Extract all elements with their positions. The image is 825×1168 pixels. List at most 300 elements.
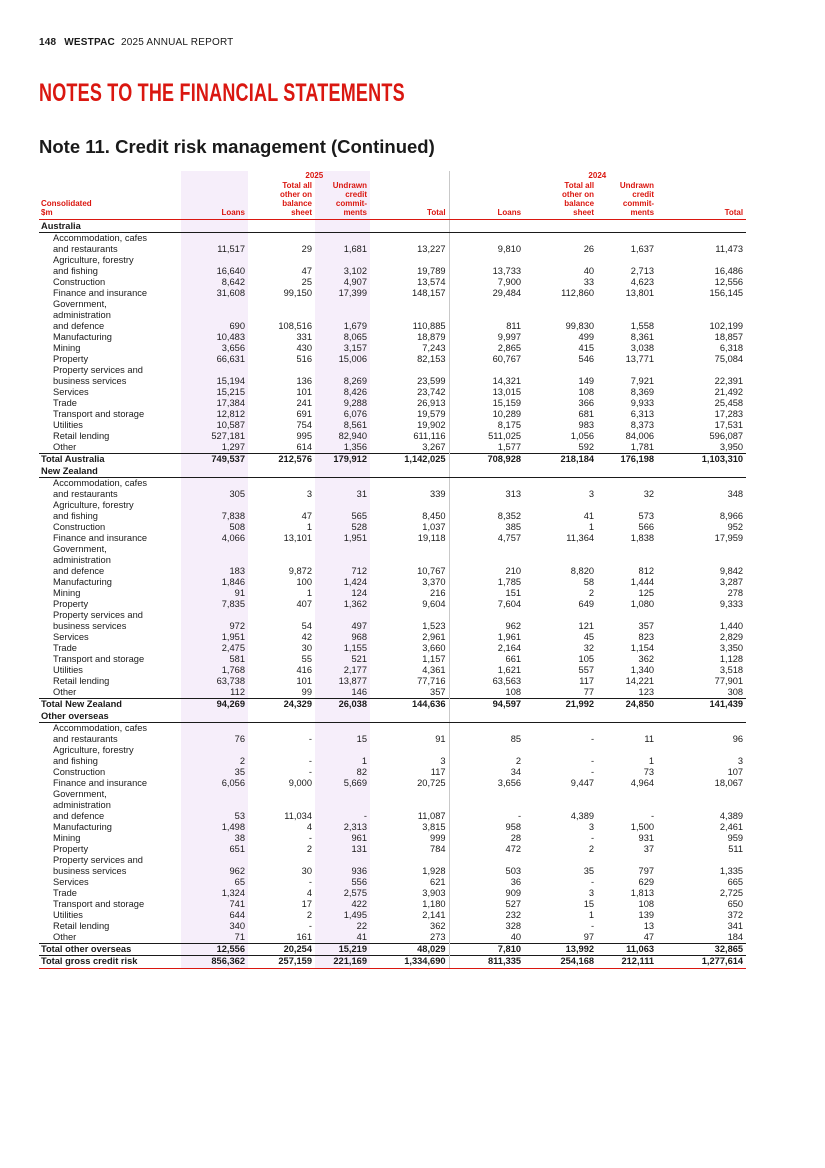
value-cell: 99 <box>301 687 312 697</box>
value-cell: 91 <box>234 588 245 598</box>
value-cell: 11,473 <box>715 244 744 254</box>
text-line: Retail lending <box>53 676 110 686</box>
value-cell: 1,037 <box>422 522 446 532</box>
value-cell: 47 <box>301 266 312 276</box>
text-line: business services <box>53 621 127 631</box>
value-cell: 14,321 <box>449 365 524 387</box>
value-cell: 3,656 <box>449 778 524 789</box>
value-cell: 58 <box>583 577 595 587</box>
value-cell: 3,267 <box>422 442 446 452</box>
value-cell: 76 <box>234 734 245 744</box>
value-cell: 1,142,025 <box>370 454 449 466</box>
value-cell: 32 <box>643 489 655 499</box>
section-spacer <box>657 710 746 723</box>
value-cell: 110,885 <box>412 321 446 331</box>
value-cell: 972 <box>229 621 245 631</box>
value-cell: 823 <box>638 632 655 642</box>
value-cell: 1,951 <box>343 533 367 543</box>
value-cell: 8,820 <box>570 566 595 576</box>
value-cell: 422 <box>351 899 367 909</box>
value-cell: 41 <box>583 511 595 521</box>
page-number: 148 <box>39 37 57 48</box>
value-cell: 31,608 <box>216 288 245 298</box>
value-cell: 952 <box>727 522 744 532</box>
value-cell: 596,087 <box>709 431 744 441</box>
table-row <box>39 778 746 789</box>
value-cell: 63,563 <box>449 676 524 687</box>
value-cell: 28 <box>449 833 524 844</box>
table-row <box>39 888 746 899</box>
section-spacer <box>449 220 524 233</box>
value-cell: 60,767 <box>449 354 524 365</box>
text-line: Construction <box>53 767 106 777</box>
table-row <box>39 500 746 522</box>
row-label <box>39 610 181 632</box>
text-line: Total <box>427 208 446 217</box>
column-header <box>181 181 248 220</box>
value-cell: 1,424 <box>343 577 367 587</box>
text-line: Government, <box>53 299 107 309</box>
value-cell: 4,361 <box>422 665 446 675</box>
section-spacer <box>449 465 524 478</box>
section-spacer <box>597 465 657 478</box>
column-header <box>370 181 449 220</box>
value-cell: 99,830 <box>565 321 595 331</box>
value-cell: 37 <box>643 844 655 854</box>
value-cell: 15,006 <box>338 354 367 364</box>
text-line: administration <box>53 555 111 565</box>
text-line: Government, <box>53 789 107 799</box>
value-cell: 9,933 <box>630 398 655 408</box>
text-line: Finance and insurance <box>53 288 148 298</box>
text-line: Manufacturing <box>53 332 112 342</box>
value-cell: 9,872 <box>288 566 312 576</box>
value-cell: 148,157 <box>411 288 446 298</box>
text-line: Trade <box>53 398 77 408</box>
value-cell: 811 <box>449 299 524 332</box>
table-row <box>39 577 746 588</box>
section-spacer <box>248 220 315 233</box>
text-line: ments <box>630 208 655 217</box>
value-cell: 2,865 <box>449 343 524 354</box>
text-line: Property services and <box>53 610 143 620</box>
year-2025: 2025 <box>305 171 324 180</box>
value-cell: 1 <box>588 910 595 920</box>
table-row <box>39 877 746 888</box>
value-cell: 16,486 <box>714 266 744 276</box>
value-cell: 21,992 <box>524 699 597 711</box>
row-label <box>39 899 181 910</box>
value-cell: 661 <box>449 654 524 665</box>
value-cell: 2,575 <box>343 888 367 898</box>
text-line: business services <box>53 376 127 386</box>
value-cell: 1,180 <box>422 899 446 909</box>
value-cell: 17,399 <box>338 288 367 298</box>
value-cell: 176,198 <box>597 454 657 466</box>
text-line: Other <box>53 687 77 697</box>
value-cell: - <box>590 921 595 931</box>
value-cell: 125 <box>638 588 655 598</box>
value-cell: 17,531 <box>714 420 744 430</box>
year-spacer <box>39 171 181 181</box>
value-cell: 210 <box>449 544 524 577</box>
value-cell: 1,356 <box>343 442 367 452</box>
value-cell: 1,781 <box>630 442 655 452</box>
value-cell: - <box>308 921 312 931</box>
row-label <box>39 632 181 643</box>
table-row <box>39 522 746 533</box>
value-cell: 497 <box>351 621 367 631</box>
value-cell: 1,785 <box>449 577 524 588</box>
text-line: Accommodation, cafes <box>53 723 148 733</box>
value-cell: 101 <box>296 676 312 686</box>
value-cell: 7,810 <box>449 944 524 956</box>
text-line: Services <box>53 632 89 642</box>
value-cell: 3,518 <box>719 665 744 675</box>
text-line: Construction <box>53 522 106 532</box>
value-cell: - <box>449 789 524 822</box>
value-cell: 521 <box>351 654 367 664</box>
value-cell: 9,333 <box>719 599 744 609</box>
text-line: Mining <box>53 833 81 843</box>
value-cell: 629 <box>638 877 655 887</box>
column-header <box>597 181 657 220</box>
value-cell: 2,713 <box>630 266 655 276</box>
value-cell: 8,352 <box>449 500 524 522</box>
value-cell: 112,860 <box>561 288 595 298</box>
text-line: Agriculture, forestry <box>53 500 134 510</box>
text-line: Total <box>724 208 744 217</box>
row-label <box>39 354 181 365</box>
text-line: Total all <box>564 181 595 190</box>
value-cell: 85 <box>449 723 524 746</box>
value-cell: 2,829 <box>719 632 744 642</box>
value-cell: 136 <box>296 376 312 386</box>
value-cell: 13,877 <box>338 676 367 686</box>
value-cell: 13,101 <box>283 533 312 543</box>
value-cell: 4 <box>306 888 312 898</box>
value-cell: 1,768 <box>221 665 245 675</box>
row-label <box>39 442 181 454</box>
value-cell: 3,903 <box>422 888 446 898</box>
value-cell: 1,277,614 <box>657 956 746 969</box>
table-row <box>39 387 746 398</box>
value-cell: 1,103,310 <box>657 454 746 466</box>
note-title: Note 11. Credit risk management (Continued) <box>39 136 435 157</box>
value-cell: 528 <box>351 522 367 532</box>
value-cell: 665 <box>727 877 744 887</box>
value-cell: 573 <box>638 511 655 521</box>
section-spacer <box>370 220 449 233</box>
column-header <box>524 181 597 220</box>
value-cell: 146 <box>351 687 367 697</box>
text-line: other on <box>280 190 312 199</box>
value-cell: 278 <box>727 588 744 598</box>
value-cell: 2 <box>239 756 245 766</box>
section-spacer <box>597 710 657 723</box>
value-cell: 9,447 <box>570 778 595 788</box>
value-cell: 385 <box>449 522 524 533</box>
value-cell: 681 <box>578 409 595 419</box>
value-cell: 1,080 <box>630 599 655 609</box>
value-cell: 1,297 <box>221 442 245 452</box>
text-line: sheet <box>573 208 595 217</box>
value-cell: 45 <box>583 632 595 642</box>
value-cell: 1,928 <box>422 866 446 876</box>
value-cell: 26,913 <box>417 398 446 408</box>
text-line: Finance and insurance <box>53 778 148 788</box>
table-row <box>39 409 746 420</box>
value-cell: 20,254 <box>248 944 315 956</box>
value-cell: 82 <box>356 767 367 777</box>
value-cell: 8,642 <box>221 277 245 287</box>
brand-name: WESTPAC <box>64 37 115 48</box>
value-cell: 2,313 <box>343 822 367 832</box>
value-cell: 117 <box>579 676 595 686</box>
value-cell: 784 <box>430 844 446 854</box>
credit-risk-table-container <box>39 171 746 969</box>
value-cell: 156,145 <box>709 288 744 298</box>
value-cell: 15,215 <box>216 387 245 397</box>
value-cell: 35 <box>583 866 595 876</box>
row-label <box>39 745 181 767</box>
value-cell: 3 <box>588 489 595 499</box>
row-label <box>39 687 181 699</box>
value-cell: 331 <box>296 332 312 342</box>
value-cell: 1 <box>306 588 312 598</box>
row-label <box>39 500 181 522</box>
text-line: ments <box>343 208 367 217</box>
text-line: Property services and <box>53 365 143 375</box>
text-line: Finance and insurance <box>53 533 148 543</box>
value-cell: 25 <box>301 277 312 287</box>
value-cell: 47 <box>643 932 655 942</box>
text-line: Manufacturing <box>53 822 112 832</box>
value-cell: 1,334,690 <box>370 956 449 969</box>
value-cell: 1,951 <box>221 632 245 642</box>
value-cell: 17,384 <box>216 398 245 408</box>
table-row <box>39 687 746 699</box>
value-cell: 73 <box>643 767 655 777</box>
value-cell: 102,199 <box>709 321 744 331</box>
text-line: Other <box>53 932 77 942</box>
table-row <box>39 544 746 577</box>
text-line: Services <box>53 387 89 397</box>
section-spacer <box>370 465 449 478</box>
value-cell: 1,500 <box>630 822 655 832</box>
row-label <box>39 789 181 822</box>
value-cell: 99,150 <box>283 288 312 298</box>
value-cell: 13 <box>643 921 655 931</box>
value-cell: 1,440 <box>719 621 744 631</box>
value-cell: 3,370 <box>422 577 446 587</box>
value-cell: 328 <box>449 921 524 932</box>
value-cell: 32,865 <box>657 944 746 956</box>
table-row <box>39 723 746 746</box>
row-label <box>39 233 181 256</box>
value-cell: 1,362 <box>343 599 367 609</box>
row-label <box>39 767 181 778</box>
value-cell: 3,656 <box>221 343 245 353</box>
text-line: business services <box>53 866 127 876</box>
value-cell: 3,950 <box>719 442 744 452</box>
table-row <box>39 442 746 454</box>
text-line: credit <box>632 190 655 199</box>
value-cell: 29 <box>301 244 312 254</box>
value-cell: 8,450 <box>422 511 446 521</box>
value-cell: 313 <box>449 478 524 501</box>
value-cell: 651 <box>229 844 245 854</box>
value-cell: - <box>590 833 595 843</box>
row-label <box>39 833 181 844</box>
row-label <box>39 398 181 409</box>
value-cell: 1,558 <box>630 321 655 331</box>
value-cell: 23,742 <box>417 387 446 397</box>
value-cell: 1 <box>306 522 312 532</box>
value-cell: 741 <box>229 899 245 909</box>
value-cell: 24,329 <box>248 699 315 711</box>
text-line: other on <box>562 190 595 199</box>
value-cell: 184 <box>727 932 744 942</box>
section-total-row <box>39 699 746 711</box>
value-cell: - <box>650 811 655 821</box>
text-line: and restaurants <box>53 489 118 499</box>
value-cell: 216 <box>430 588 446 598</box>
text-line: and defence <box>53 811 105 821</box>
value-cell: 53 <box>234 811 245 821</box>
table-row <box>39 420 746 431</box>
value-cell: 4,907 <box>343 277 367 287</box>
table-row <box>39 789 746 822</box>
row-label <box>39 522 181 533</box>
value-cell: 2,725 <box>719 888 744 898</box>
value-cell: 117 <box>430 767 446 777</box>
value-cell: 108 <box>449 687 524 699</box>
value-cell: 592 <box>578 442 595 452</box>
value-cell: 32 <box>583 643 595 653</box>
value-cell: 40 <box>449 932 524 944</box>
row-label <box>39 431 181 442</box>
value-cell: 1,846 <box>221 577 245 587</box>
value-cell: 8,065 <box>343 332 367 342</box>
row-label <box>39 877 181 888</box>
text-line: Trade <box>53 643 77 653</box>
value-cell: - <box>308 767 312 777</box>
value-cell: 546 <box>578 354 595 364</box>
value-cell: 2,961 <box>422 632 446 642</box>
value-cell: 10,587 <box>216 420 245 430</box>
value-cell: 503 <box>449 855 524 877</box>
text-line: administration <box>53 800 111 810</box>
value-cell: 2,164 <box>449 643 524 654</box>
value-cell: 13,771 <box>625 354 655 364</box>
value-cell: 1,621 <box>449 665 524 676</box>
value-cell: 84,006 <box>625 431 655 441</box>
text-line: administration <box>53 310 111 320</box>
value-cell: 75,084 <box>714 354 744 364</box>
value-cell: 614 <box>296 442 312 452</box>
value-cell: 55 <box>301 654 312 664</box>
text-line: sheet <box>291 208 312 217</box>
row-label <box>39 409 181 420</box>
value-cell: 565 <box>351 511 367 521</box>
row-label <box>39 778 181 789</box>
value-cell: 96 <box>732 734 744 744</box>
value-cell: 527,181 <box>211 431 245 441</box>
section-spacer <box>248 710 315 723</box>
row-label <box>39 910 181 921</box>
value-cell: 35 <box>234 767 245 777</box>
text-line: and restaurants <box>53 244 118 254</box>
text-line: and defence <box>53 321 105 331</box>
text-line: $m <box>41 208 53 217</box>
column-header <box>657 181 746 220</box>
value-cell: 17 <box>301 899 312 909</box>
value-cell: 527 <box>449 899 524 910</box>
value-cell: 749,537 <box>181 454 248 466</box>
value-cell: 108 <box>638 899 655 909</box>
value-cell: 1,498 <box>221 822 245 832</box>
value-cell: 30 <box>301 643 312 653</box>
section-title: NOTES TO THE FINANCIAL STATEMENTS <box>39 79 405 107</box>
section-header-row <box>39 220 746 233</box>
value-cell: 15,194 <box>216 376 245 386</box>
value-cell: 9,288 <box>343 398 367 408</box>
section-header-row <box>39 465 746 478</box>
value-cell: 123 <box>638 687 655 697</box>
value-cell: 6,056 <box>221 778 245 788</box>
value-cell: 8,269 <box>343 376 367 386</box>
value-cell: 9,842 <box>719 566 744 576</box>
value-cell: 10,767 <box>417 566 446 576</box>
column-header-row <box>39 181 746 220</box>
text-line: Transport and storage <box>53 654 145 664</box>
value-cell: 961 <box>351 833 367 843</box>
value-cell: 11,063 <box>597 944 657 956</box>
value-cell: 42 <box>301 632 312 642</box>
value-cell: 754 <box>296 420 312 430</box>
value-cell: 65 <box>234 877 245 887</box>
value-cell: 2,475 <box>221 643 245 653</box>
table-row <box>39 767 746 778</box>
section-spacer <box>315 465 370 478</box>
value-cell: 1,681 <box>343 244 367 254</box>
table-row <box>39 233 746 256</box>
value-cell: 4,757 <box>449 533 524 544</box>
text-line: Consolidated <box>41 199 92 208</box>
table-row <box>39 398 746 409</box>
value-cell: 54 <box>301 621 312 631</box>
section-spacer <box>370 710 449 723</box>
table-row <box>39 665 746 676</box>
value-cell: 13,992 <box>524 944 597 956</box>
value-cell: 557 <box>578 665 595 675</box>
value-cell: 13,733 <box>449 255 524 277</box>
text-line: Manufacturing <box>53 577 112 587</box>
value-cell: 4,389 <box>570 811 595 821</box>
value-cell: 999 <box>430 833 446 843</box>
value-cell: 21,492 <box>714 387 744 397</box>
table-row <box>39 932 746 944</box>
table-row <box>39 533 746 544</box>
value-cell: 8,373 <box>630 420 655 430</box>
section-total-row <box>39 944 746 956</box>
value-cell: 7,604 <box>449 599 524 610</box>
value-cell: 112 <box>230 687 245 697</box>
value-cell: 16,640 <box>216 266 245 276</box>
year-2024: 2024 <box>449 171 746 181</box>
value-cell: 12,556 <box>714 277 744 287</box>
